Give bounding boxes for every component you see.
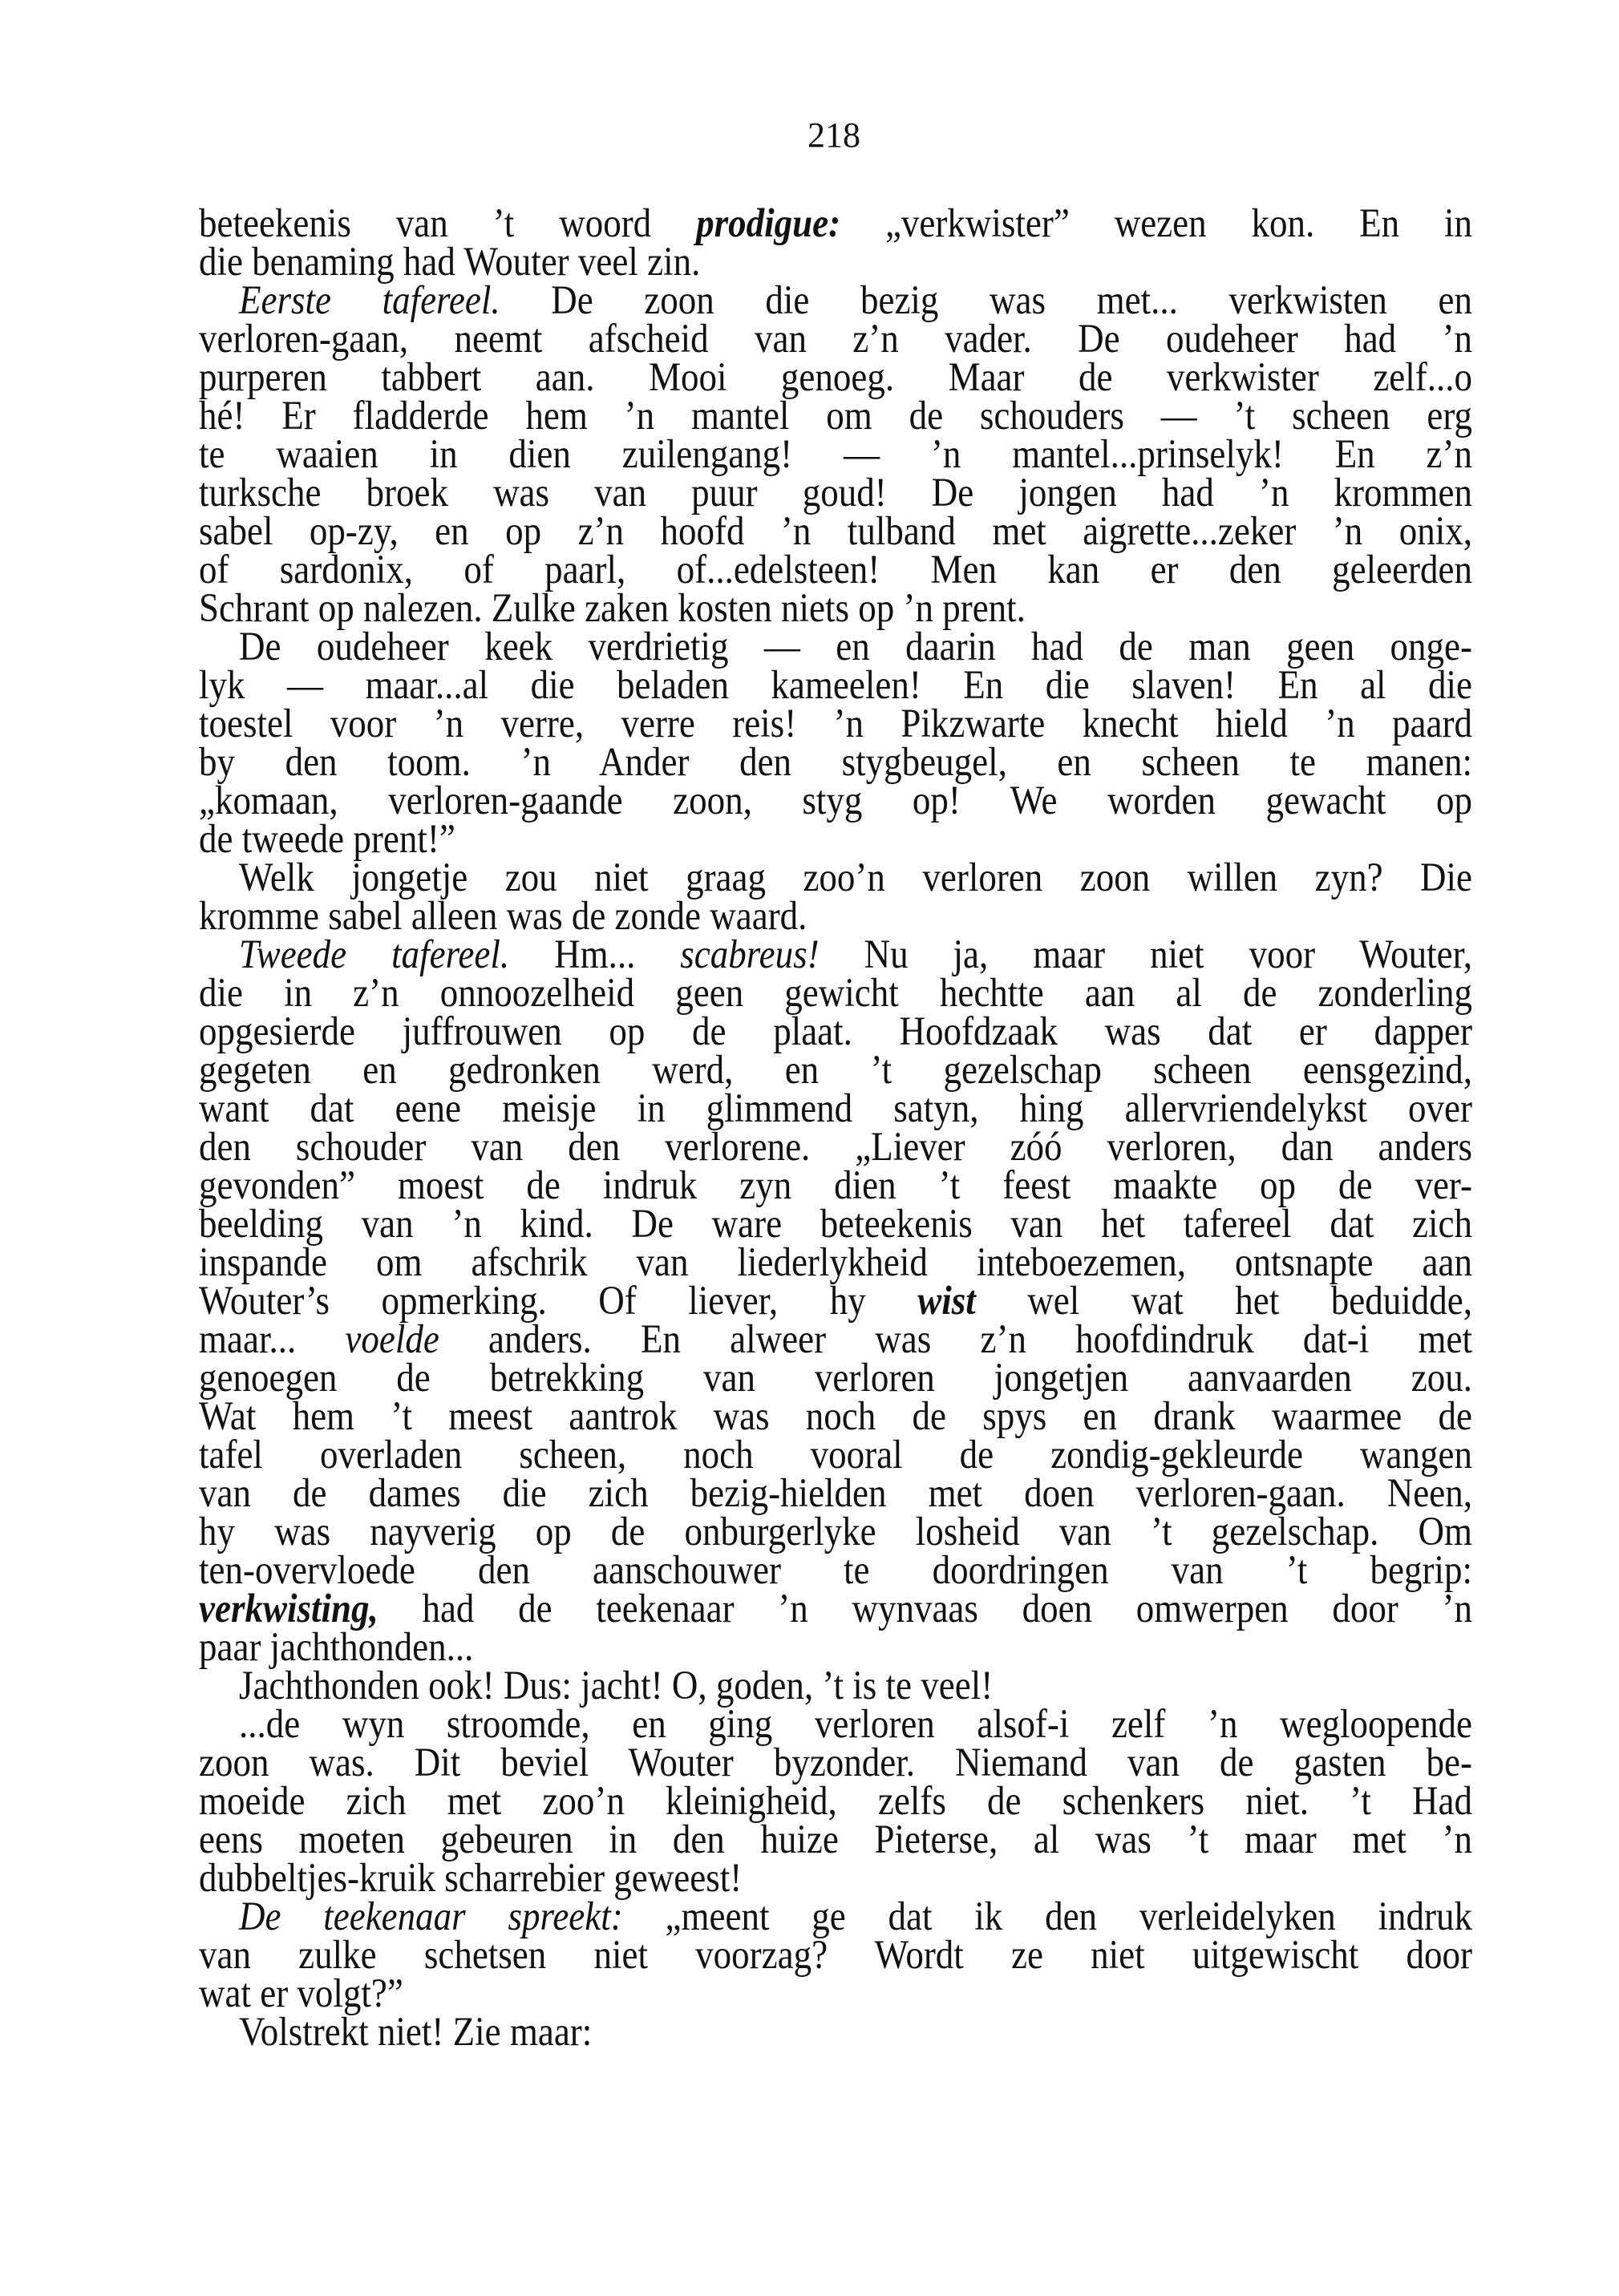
text-segment: maar...	[199, 1316, 346, 1362]
text-line	[199, 279, 1472, 322]
text-line	[199, 202, 1472, 245]
text-line	[199, 1780, 1472, 1823]
paragraph	[199, 277, 1472, 631]
text-line	[199, 587, 1472, 630]
text-segment: de tweede prent!”	[199, 816, 455, 862]
text-line	[199, 1818, 1472, 1861]
text-segment: verloren-gaan, neemt afscheid van z’n vader. De oudeheer had ’n	[199, 316, 1472, 362]
text-line	[199, 510, 1472, 553]
text-segment: gegeten en gedronken werd, en ’t gezelschap scheen eensgezind,	[199, 1047, 1472, 1093]
text-segment: wat er volgt?”	[199, 1971, 403, 2016]
text-line	[199, 1433, 1472, 1477]
text-segment: by den toom. ’n Ander den stygbeugel, en scheen te manen:	[199, 739, 1472, 785]
text-line	[199, 1049, 1472, 1092]
italic-text: scabreus!	[680, 932, 820, 977]
text-line	[199, 1972, 1472, 2015]
text-line	[199, 1934, 1472, 1977]
text-line	[199, 548, 1472, 592]
text-segment: genoegen de betrekking van verloren jongetjen aanvaarden zou.	[199, 1355, 1472, 1401]
text-segment: lyk — maar...al die beladen kameelen! En die slaven! En al die	[199, 662, 1472, 708]
text-segment: opgesierde juffrouwen op de plaat. Hoofdzaak was dat er dapper	[199, 1009, 1472, 1054]
paragraph	[199, 200, 1472, 285]
text-line	[199, 625, 1472, 669]
text-segment: Hm...	[509, 932, 681, 977]
text-segment: zoon was. Dit beviel Wouter byzonder. Niemand van de gasten be-	[199, 1740, 1472, 1785]
text-segment: die benaming had Wouter veel zin.	[199, 239, 701, 285]
text-segment: Jachthonden ook! Dus: jacht! O, goden, ’t is te veel!	[239, 1663, 994, 1708]
text-segment: Volstrekt niet! Zie maar:	[239, 2009, 593, 2055]
text-segment: hé! Er fladderde hem ’n mantel om de schouders — ’t scheen erg	[199, 393, 1472, 439]
text-line	[199, 317, 1472, 361]
text-line	[199, 1664, 1472, 1708]
paragraph	[199, 855, 1472, 939]
text-line	[199, 1587, 1472, 1631]
text-segment: „verkwister” wezen kon. En in	[840, 200, 1472, 246]
bold-italic-text: verkwisting,	[199, 1586, 378, 1631]
italic-text: De teekenaar spreekt:	[239, 1894, 623, 1939]
text-segment: Welk jongetje zou niet graag zoo’n verloren zoon willen zyn? Die	[239, 855, 1472, 900]
text-segment: tafel overladen scheen, noch vooral de zondig-gekleurde wangen	[199, 1432, 1472, 1477]
text-segment: purperen tabbert aan. Mooi genoeg. Maar de verkwister zelf...o	[199, 354, 1472, 400]
text-line	[199, 972, 1472, 1015]
text-segment: moeide zich met zoo’n kleinigheid, zelfs de schenkers niet. ’t Had	[199, 1778, 1472, 1824]
text-segment: hy was nayverig op de onburgerlyke losheid van ’t gezelschap. Om	[199, 1509, 1472, 1554]
text-line	[199, 241, 1472, 284]
text-line	[199, 2011, 1472, 2054]
text-segment: dubbeltjes-kruik scharrebier geweest!	[199, 1855, 743, 1901]
text-segment: Wat hem ’t meest aantrok was noch de spys en drank waarmee de	[199, 1393, 1472, 1439]
text-line	[199, 856, 1472, 899]
text-segment: kromme sabel alleen was de zonde waard.	[199, 893, 807, 939]
text-line	[199, 1010, 1472, 1053]
italic-text: Tweede tafereel.	[239, 932, 510, 977]
bold-italic-text: prodigue:	[696, 200, 841, 246]
text-segment: of sardonix, of paarl, of...edelsteen! Men kan er den geleerden	[199, 547, 1472, 592]
text-segment: die in z’n onnoozelheid geen gewicht hechtte aan al de zonderling	[199, 970, 1472, 1016]
italic-text: voelde	[345, 1316, 439, 1362]
text-line	[199, 1279, 1472, 1323]
italic-text: Eerste tafereel.	[239, 277, 500, 323]
page-number: 218	[807, 115, 860, 155]
text-line	[199, 1395, 1472, 1438]
text-line	[199, 471, 1472, 515]
text-segment: inspande om afschrik van liederlykheid inteboezemen, ontsnapte aan	[199, 1239, 1472, 1285]
paragraph	[199, 1894, 1472, 2016]
paragraph	[199, 1701, 1472, 1901]
text-segment: want dat eene meisje in glimmend satyn, hing allervriendelykst over	[199, 1085, 1472, 1131]
text-line	[199, 394, 1472, 438]
text-segment: paar jachthonden...	[199, 1624, 474, 1670]
text-segment: van zulke schetsen niet voorzag? Wordt ze niet uitgewischt door	[199, 1932, 1472, 1978]
text-line	[199, 356, 1472, 399]
text-line	[199, 933, 1472, 976]
text-segment: „meent ge dat ik den verleidelyken indruk	[622, 1894, 1472, 1939]
text-line	[199, 1703, 1472, 1746]
text-line	[199, 818, 1472, 861]
text-segment: beelding van ’n kind. De ware beteekenis van het tafereel dat zich	[199, 1201, 1472, 1247]
text-line	[199, 1857, 1472, 1900]
paragraph	[199, 2009, 1472, 2055]
text-line	[199, 1241, 1472, 1284]
text-line	[199, 433, 1472, 476]
text-line	[199, 1895, 1472, 1938]
text-segment: „komaan, verloren-gaande zoon, styg op! We worden gewacht op	[199, 778, 1472, 823]
text-segment: beteekenis van ’t woord	[199, 200, 697, 246]
text-segment: wel wat het beduidde,	[975, 1278, 1472, 1324]
paragraph	[199, 624, 1472, 862]
text-line	[199, 779, 1472, 823]
text-segment: gevonden” moest de indruk zyn dien ’t feest maakte op de ver-	[199, 1162, 1472, 1208]
text-segment: had de teekenaar ’n wynvaas doen omwerpen door ’n	[378, 1586, 1472, 1631]
text-segment: De zoon die bezig was met... verkwisten en	[500, 277, 1472, 323]
text-line	[199, 664, 1472, 707]
paragraph	[199, 932, 1472, 1670]
text-line	[199, 1318, 1472, 1361]
text-line	[199, 1164, 1472, 1207]
text-line	[199, 741, 1472, 784]
text-segment: De oudeheer keek verdrietig — en daarin had de man geen onge-	[239, 624, 1472, 669]
text-segment: turksche broek was van puur goud! De jongen had ’n krommen	[199, 470, 1472, 515]
text-line	[199, 1741, 1472, 1785]
text-line	[199, 895, 1472, 938]
text-segment: te waaien in dien zuilengang! — ’n mantel...prinselyk! En z’n	[199, 431, 1472, 477]
bold-italic-text: wist	[917, 1278, 976, 1324]
text-line	[199, 1472, 1472, 1515]
text-segment: Schrant op nalezen. Zulke zaken kosten niets op ’n prent.	[199, 585, 1026, 631]
text-line	[199, 1087, 1472, 1130]
text-segment: anders. En alweer was z’n hoofdindruk dat-i met	[439, 1316, 1472, 1362]
text-segment: Nu ja, maar niet voor Wouter,	[819, 932, 1472, 977]
text-line	[199, 1203, 1472, 1246]
text-segment: Wouter’s opmerking. Of liever, hy	[199, 1278, 918, 1324]
text-line	[199, 1549, 1472, 1592]
text-segment: den schouder van den verlorene. „Liever zóó verloren, dan anders	[199, 1124, 1472, 1170]
text-line	[199, 1626, 1472, 1669]
text-line	[199, 702, 1472, 746]
text-segment: ...de wyn stroomde, en ging verloren alsof-i zelf ’n wegloopende	[239, 1701, 1472, 1747]
text-segment: ten-overvloede den aanschouwer te doordringen van ’t begrip:	[199, 1547, 1472, 1593]
text-segment: toestel voor ’n verre, verre reis! ’n Pikzwarte knecht hield ’n paard	[199, 701, 1472, 746]
text-line	[199, 1126, 1472, 1169]
text-line	[199, 1356, 1472, 1400]
text-line	[199, 1510, 1472, 1554]
paragraph	[199, 1663, 1472, 1708]
text-segment: eens moeten gebeuren in den huize Pieterse, al was ’t maar met ’n	[199, 1817, 1472, 1862]
text-segment: sabel op-zy, en op z’n hoofd ’n tulband met aigrette...zeker ’n onix,	[199, 508, 1472, 554]
body-text	[199, 200, 1472, 2055]
text-segment: van de dames die zich bezig-hielden met doen verloren-gaan. Neen,	[199, 1470, 1472, 1516]
